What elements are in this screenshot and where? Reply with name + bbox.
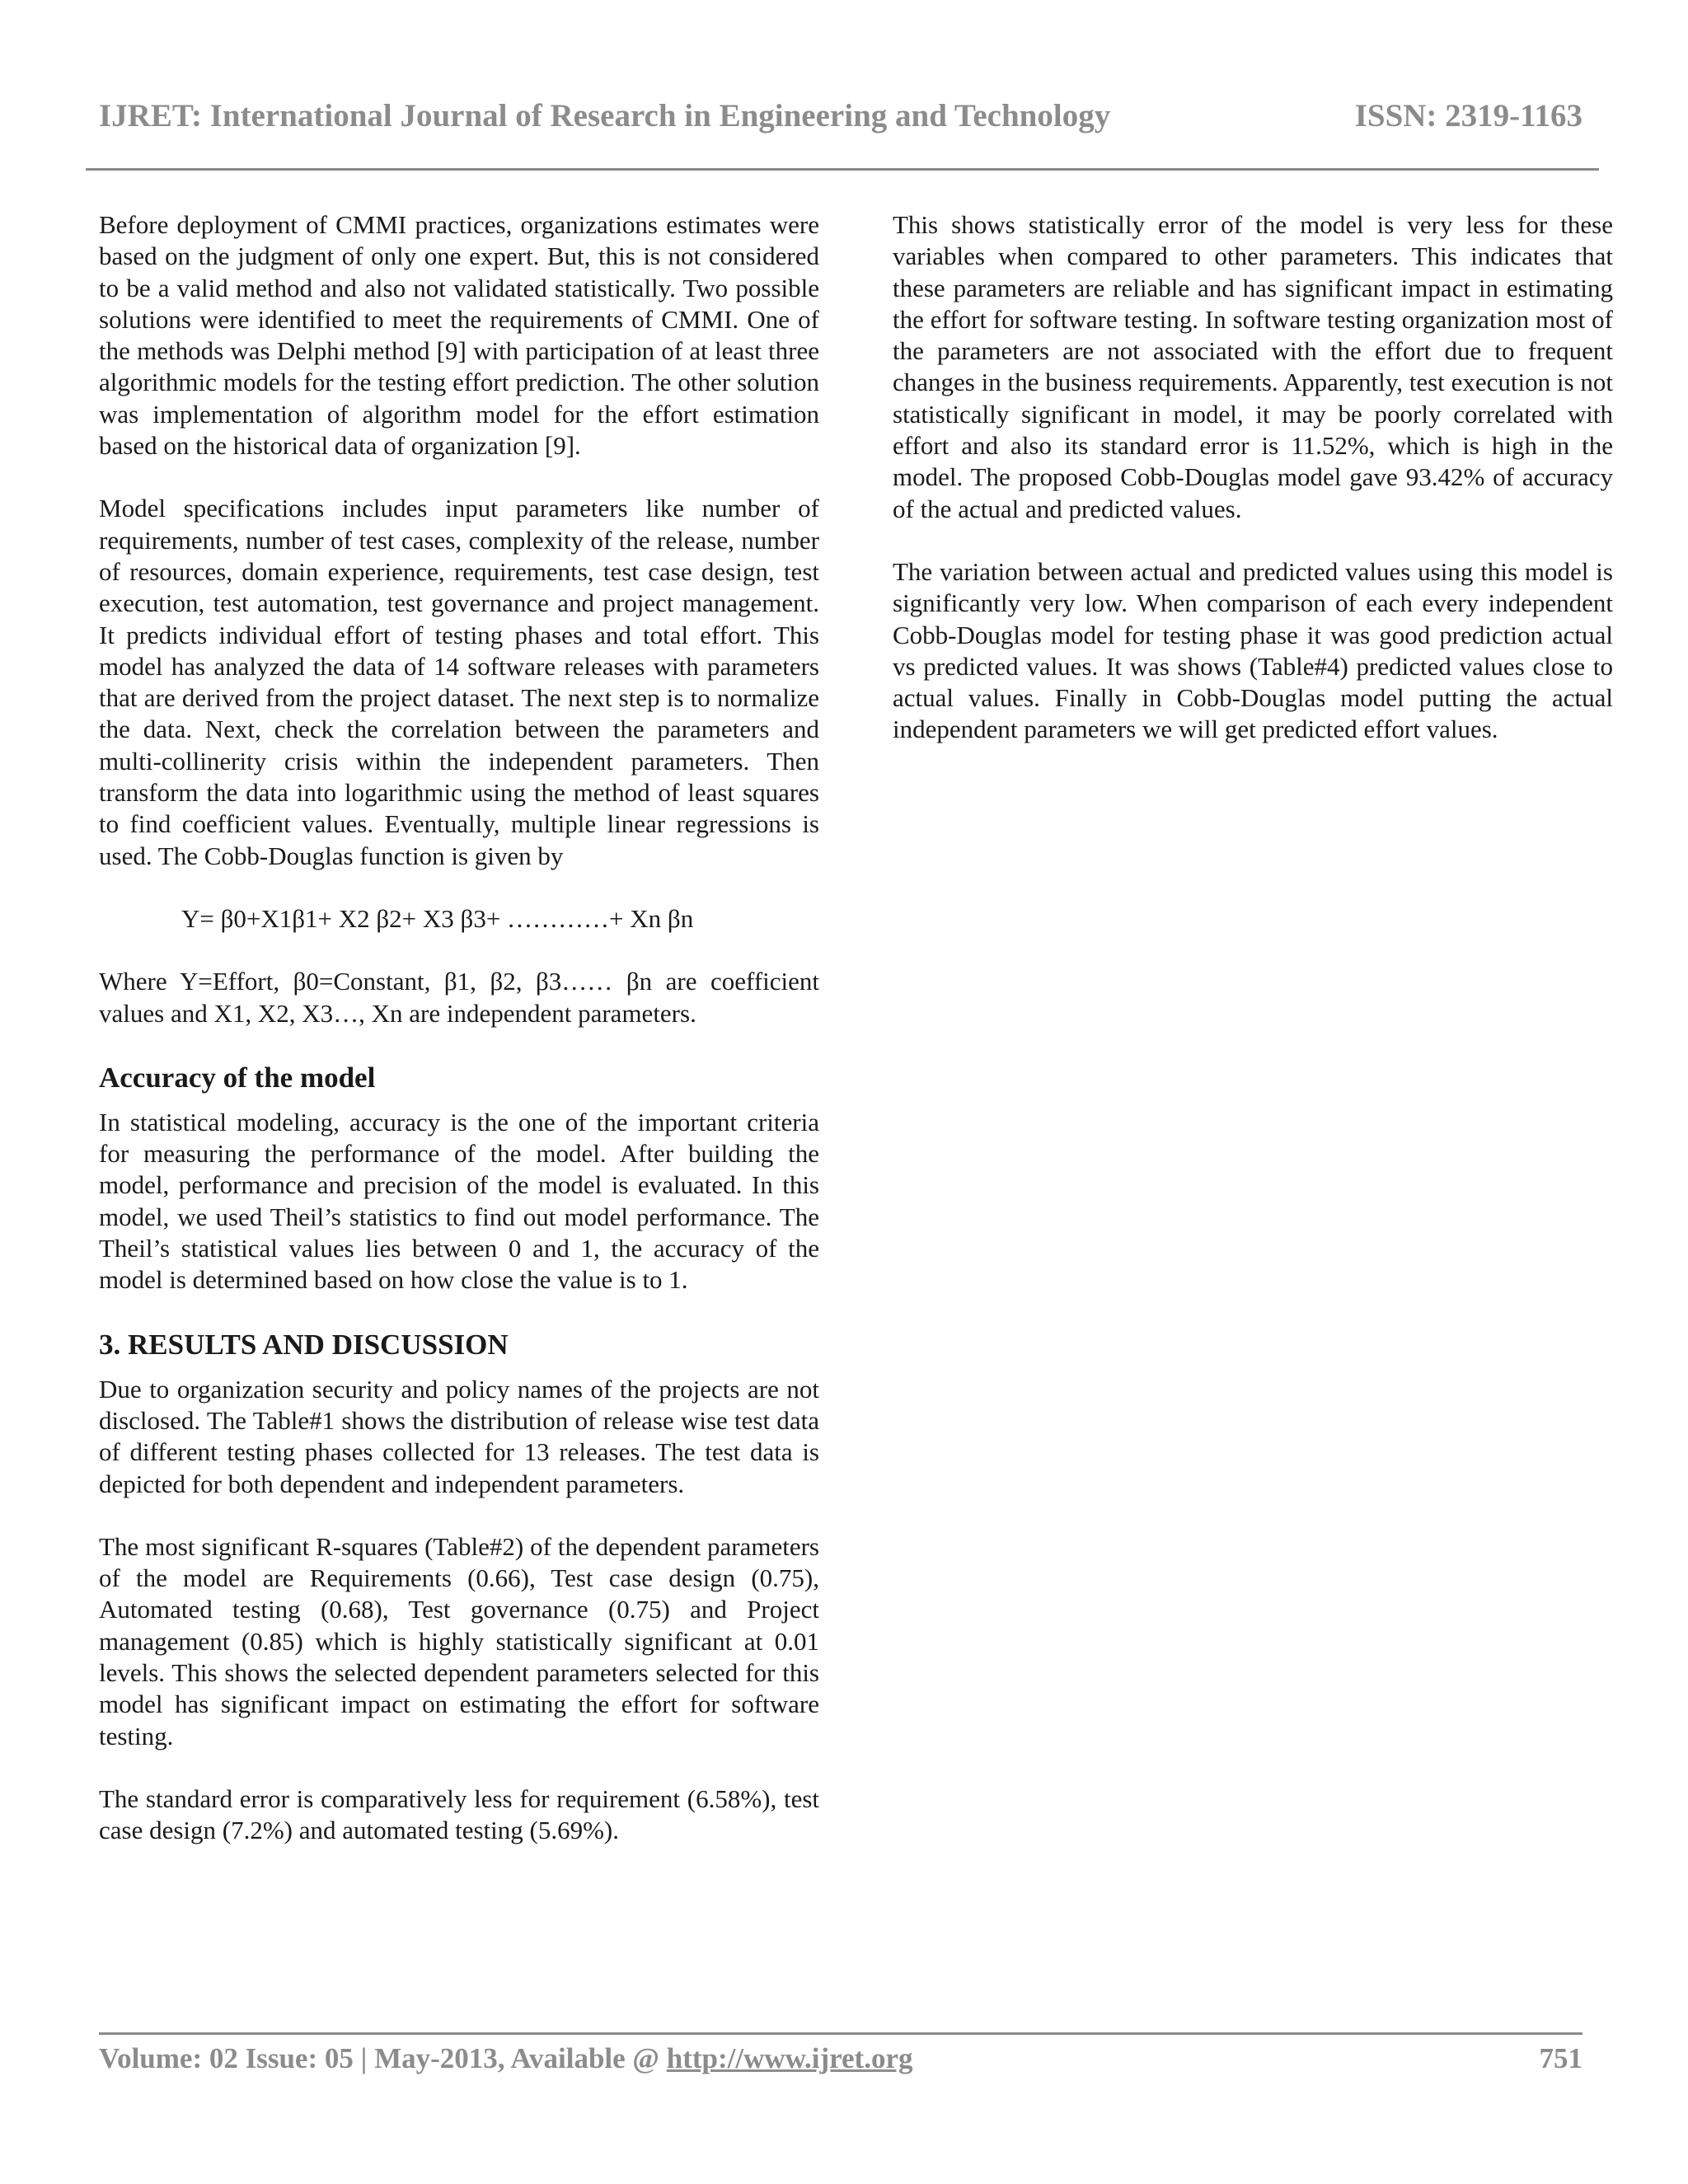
journal-title: IJRET: International Journal of Research in Engineering and Technology [99, 98, 1111, 134]
footer-divider [99, 2032, 1582, 2035]
paragraph-r-squares: The most significant R-squares (Table#2) of the dependent parameters of the model are Requirements (0.66), Test case design (0.75), Automated testing (0.68), Test governance (0.75) and Project management (0.85) which is highly statistically significant at 0.01 levels. This shows the selected dependent parameters selected for this model has significant impact on estimating the effort for software testing. [99, 1531, 819, 1750]
heading-results: 3. RESULTS AND DISCUSSION [99, 1328, 509, 1361]
footer-journal-link[interactable]: http://www.ijret.org [666, 2042, 913, 2074]
issn-label: ISSN: 2319-1163 [1354, 98, 1582, 134]
footer-volume-info [99, 2042, 913, 2075]
header-divider [86, 168, 1599, 171]
page-header [99, 97, 1582, 138]
paragraph-statistical-error: This shows statistically error of the model is very less for these variables when compared to other parameters. This indicates that these parameters are reliable and has significant impact in estimating the effort for software testing. In software testing organization most of the parameters are not associated with the effort due to frequent changes in the business requirements. Apparently, test execution is not statistically significant in model, it may be poorly correlated with effort and also its standard error is 11.52%, which is high in the model. The proposed Cobb-Douglas model gave 93.42% of accuracy of the actual and predicted values. [893, 210, 1613, 523]
paragraph-model-specifications: Model specifications includes input parameters like number of requirements, number of test cases, complexity of the release, number of resources, domain experience, requirements, test case design, test execution, test automation, test governance and project management. It predicts individual effort of testing phases and total effort. This model has analyzed the data of 14 software releases with parameters that are derived from the project dataset. The next step is to normalize the data. Next, check the correlation between the parameters and multi-collinerity crisis within the independent parameters. Then transform the data into logarithmic using the method of least squares to find coefficient values. Eventually, multiple linear regressions is used. The Cobb-Douglas function is given by [99, 494, 819, 870]
paragraph-standard-error: The standard error is comparatively less for requirement (6.58%), test case design (7.2%) and automated testing (5.69%). [99, 1783, 819, 1845]
heading-accuracy: Accuracy of the model [99, 1061, 376, 1094]
footer-volume-text: Volume: 02 Issue: 05 | May-2013, Available @ [99, 2042, 667, 2074]
paragraph-results-intro: Due to organization security and policy names of the projects are not disclosed. The Table#1 shows the distribution of release wise test data of different testing phases collected for 13 releases. The test data is depicted for both dependent and independent parameters. [99, 1374, 819, 1498]
right-column [893, 209, 1613, 746]
paragraph-cmmi-deployment: Before deployment of CMMI practices, organizations estimates were based on the judgment of only one expert. But, this is not considered to be a valid method and also not validated statistically. Two possible solutions were identified to meet the requirements of CMMI. One of the methods was Delphi method [9] with participation of at least three algorithmic models for the testing effort prediction. The other solution was implementation of algorithm model for the effort estimation based on the historical data of organization [9]. [99, 210, 819, 461]
cobb-douglas-formula: Y= β0+X1β1+ X2 β2+ X3 β3+ …………+ Xn βn [181, 903, 694, 933]
paragraph-accuracy: In statistical modeling, accuracy is the one of the important criteria for measuring the performance of the model. After building the model, performance and precision of the model is evaluated. In this model, we used Theil’s statistics to find out model performance. The Theil’s statistical values lies between 0 and 1, the accuracy of the model is determined based on how close the value is to 1. [99, 1107, 819, 1295]
page-number: 751 [1539, 2042, 1582, 2074]
paragraph-variation: The variation between actual and predicted values using this model is significantly very low. When comparison of each every independent Cobb-Douglas model for testing phase it was good prediction actual vs predicted values. It was shows (Table#4) predicted values close to actual values. Finally in Cobb-Douglas model putting the actual independent parameters we will get predicted effort values. [893, 556, 1613, 744]
left-column [99, 209, 819, 1846]
paragraph-formula-explanation: Where Y=Effort, β0=Constant, β1, β2, β3…… βn are coefficient values and X1, X2, X3…, Xn are independent parameters. [99, 967, 819, 1028]
